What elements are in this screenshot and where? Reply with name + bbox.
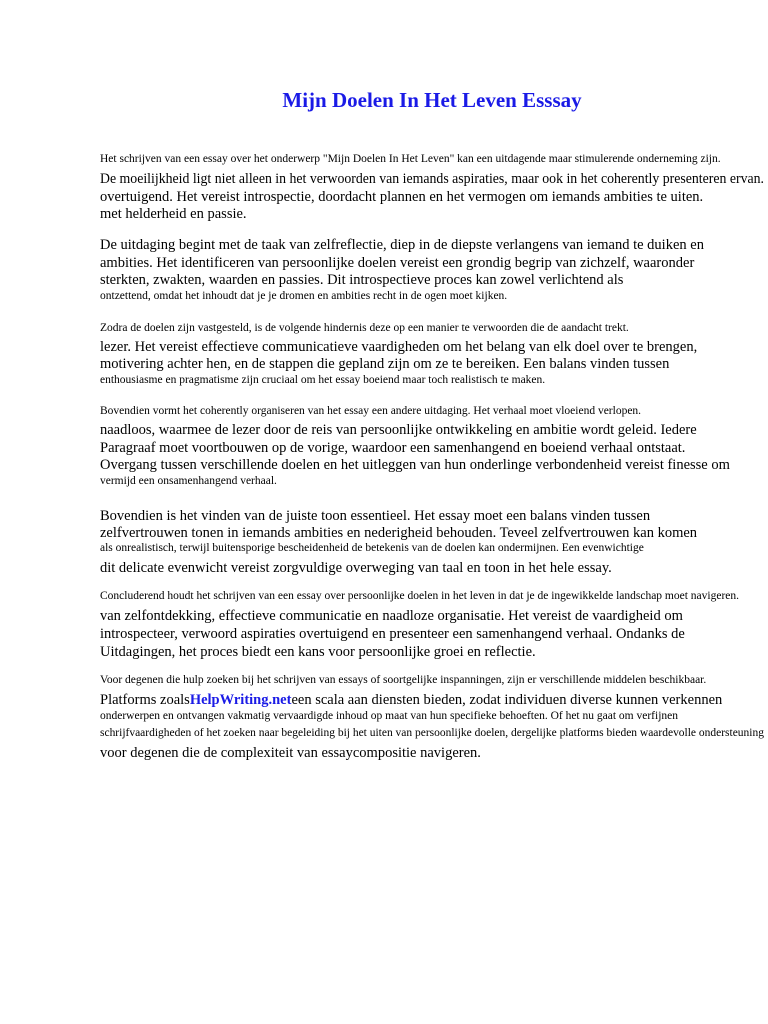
paragraph-line: De moeilijkheid ligt niet alleen in het verwoorden van iemands aspiraties, maar ook in het coherently presenteren ervan. bbox=[100, 171, 764, 187]
paragraph-line: dit delicate evenwicht vereist zorgvuldige overweging van taal en toon in het hele essay. bbox=[100, 560, 612, 576]
paragraph-line: ontzettend, omdat het inhoudt dat je je dromen en ambities recht in de ogen moet kijken. bbox=[100, 290, 508, 302]
paragraph-line: Het schrijven van een essay over het onderwerp "Mijn Doelen In Het Leven" kan een uitdagende maar stimulerende onderneming zijn. bbox=[100, 153, 721, 165]
paragraph-line: van zelfontdekking, effectieve communicatie en naadloze organisatie. Het vereist de vaardigheid om bbox=[100, 608, 683, 624]
paragraph-line: Overgang tussen verschillende doelen en het uitleggen van hun onderlinge verbondenheid vereist finesse om bbox=[100, 457, 730, 473]
paragraph-line: introspecteer, verwoord aspiraties overtuigend en presenteer een samenhangend verhaal. Ondanks de bbox=[100, 626, 685, 642]
paragraph-line: motivering achter hen, en de stappen die gepland zijn om ze te bereiken. Een balans vinden tussen bbox=[100, 356, 670, 372]
paragraph-line: vermijd een onsamenhangend verhaal. bbox=[100, 475, 277, 487]
paragraph-line: als onrealistisch, terwijl buitensporige bescheidenheid de betekenis van de doelen kan ondermijnen. Een evenwichtige bbox=[100, 542, 644, 554]
helpwriting-link[interactable]: HelpWriting.net bbox=[189, 692, 292, 708]
paragraph-line: Uitdagingen, het proces biedt een kans voor persoonlijke groei en reflectie. bbox=[100, 644, 536, 660]
platforms-line bbox=[100, 693, 722, 708]
paragraph-line: naadloos, waarmee de lezer door de reis van persoonlijke ontwikkeling en ambitie wordt geleid. Iedere bbox=[100, 422, 697, 438]
paragraph-line: schrijfvaardigheden of het zoeken naar begeleiding bij het uiten van persoonlijke doelen, dergelijke platforms bieden waardevolle ondersteuning bbox=[100, 727, 764, 739]
paragraph-line: Bovendien vormt het coherently organiseren van het essay een andere uitdaging. Het verhaal moet vloeiend verlopen. bbox=[100, 405, 642, 417]
paragraph-line: overtuigend. Het vereist introspectie, doordacht plannen en het vermogen om iemands ambities te uiten. bbox=[100, 189, 704, 205]
page-title: Mijn Doelen In Het Leven Esssay bbox=[282, 88, 582, 112]
paragraph-line: Concluderend houdt het schrijven van een essay over persoonlijke doelen in het leven in dat je de ingewikkelde landschap moet navigeren. bbox=[100, 590, 740, 602]
paragraph-line: De uitdaging begint met de taak van zelfreflectie, diep in de diepste verlangens van iemand te duiken en bbox=[100, 237, 704, 253]
paragraph-line: Paragraaf moet voortbouwen op de vorige, waardoor een samenhangend en boeiend verhaal ontstaat. bbox=[100, 440, 686, 456]
paragraph-line: sterkten, zwakten, waarden en passies. Dit introspectieve proces kan zowel verlichtend als bbox=[100, 272, 624, 288]
platforms-text-before: Platforms zoals bbox=[100, 692, 190, 708]
paragraph-line: onderwerpen en ontvangen vakmatig vervaardigde inhoud op maat van hun specifieke behoeften. Of het nu gaat om verfijnen bbox=[100, 710, 678, 722]
paragraph-line: Bovendien is het vinden van de juiste toon essentieel. Het essay moet een balans vinden tussen bbox=[100, 508, 651, 524]
paragraph-line: voor degenen die de complexiteit van essaycompositie navigeren. bbox=[100, 745, 481, 761]
paragraph-line: zelfvertrouwen tonen in iemands ambities en nederigheid behouden. Teveel zelfvertrouwen kan komen bbox=[100, 525, 698, 541]
paragraph-line: ambities. Het identificeren van persoonlijke doelen vereist een grondig begrip van zichzelf, waaronder bbox=[100, 255, 695, 271]
paragraph-line: Voor degenen die hulp zoeken bij het schrijven van essays of soortgelijke inspanningen, zijn er verschillende middelen beschikbaar. bbox=[100, 674, 707, 686]
paragraph-line: met helderheid en passie. bbox=[100, 206, 247, 222]
paragraph-line: lezer. Het vereist effectieve communicatieve vaardigheden om het belang van elk doel over te brengen, bbox=[100, 339, 698, 355]
paragraph-line: enthousiasme en pragmatisme zijn cruciaal om het essay boeiend maar toch realistisch te maken. bbox=[100, 374, 546, 386]
paragraph-line: Zodra de doelen zijn vastgesteld, is de volgende hindernis deze op een manier te verwoorden die de aandacht trekt. bbox=[100, 322, 629, 334]
platforms-text-after: een scala aan diensten bieden, zodat individuen diverse kunnen verkennen bbox=[291, 692, 723, 708]
